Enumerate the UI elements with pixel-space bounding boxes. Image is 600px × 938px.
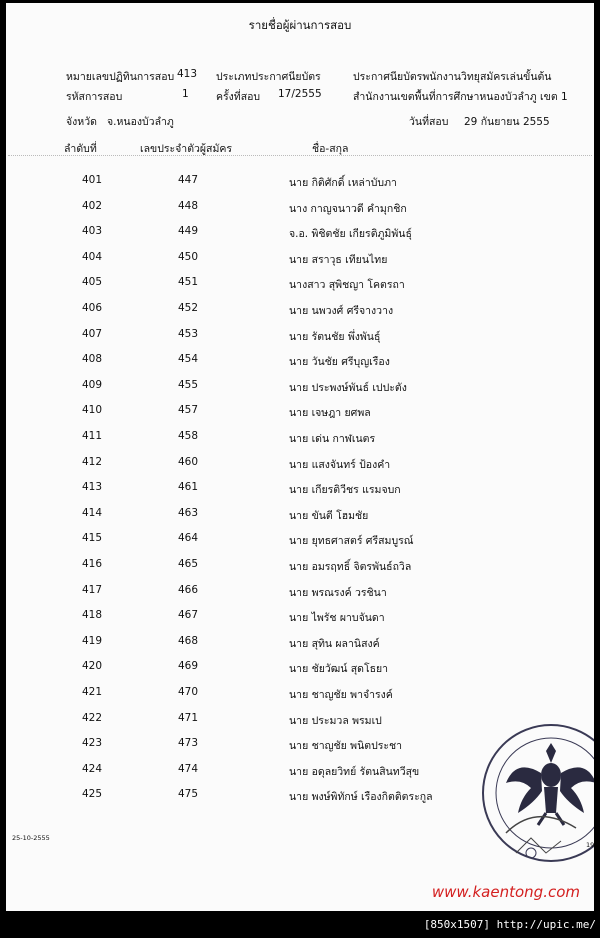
office-name: สำนักงานเขตพื้นที่การศึกษาหนองบัวลำภู เขต 1 bbox=[353, 91, 568, 103]
document-title: รายชื่อผู้ผ่านการสอบ bbox=[248, 18, 352, 32]
applicant-id: 465 bbox=[178, 558, 199, 570]
applicant-id: 451 bbox=[178, 276, 199, 289]
document-page bbox=[6, 3, 594, 911]
row-number: 418 bbox=[81, 609, 102, 622]
permit-value: 413 bbox=[177, 68, 198, 80]
applicant-id: 468 bbox=[178, 634, 199, 647]
row-number: 410 bbox=[81, 404, 102, 417]
applicant-id: 452 bbox=[178, 302, 199, 314]
candidate-name: นาย สุทิน ผลานิสงค์ bbox=[289, 637, 380, 650]
row-number: 423 bbox=[81, 737, 102, 750]
row-number: 406 bbox=[81, 302, 102, 314]
table-row bbox=[6, 251, 594, 276]
row-number: 412 bbox=[81, 455, 102, 468]
row-number: 425 bbox=[81, 788, 102, 801]
candidate-name: นาย วันชัย ศรีบุญเรือง bbox=[289, 356, 390, 369]
table-row bbox=[6, 660, 594, 685]
applicant-id: 448 bbox=[178, 199, 199, 212]
cert-type-value: ประกาศนียบัตรพนักงานวิทยุสมัครเล่นขั้นต้น bbox=[353, 71, 552, 83]
candidate-name: นาย พรณรงค์ วรชินา bbox=[289, 586, 387, 599]
watermark-text: www.kaentong.com bbox=[431, 883, 580, 901]
table-row bbox=[6, 302, 594, 327]
candidate-name: นาย เด่น กาฬเนตร bbox=[289, 433, 376, 445]
cert-type-label: ประเภทประกาศนียบัตร bbox=[216, 71, 321, 83]
table-row bbox=[6, 532, 594, 557]
row-number: 408 bbox=[81, 353, 102, 366]
row-number: 417 bbox=[81, 583, 102, 596]
applicant-id: 453 bbox=[178, 327, 199, 340]
applicant-id: 475 bbox=[178, 788, 199, 801]
candidate-name: นาย กิติศักดิ์ เหล่าบับภา bbox=[289, 177, 397, 189]
row-number: 409 bbox=[81, 378, 102, 391]
candidate-name: นาง กาญจนาวดี คำมุกชิก bbox=[289, 202, 407, 215]
table-row bbox=[6, 481, 594, 506]
province-label: จังหวัด bbox=[66, 116, 97, 128]
applicant-id: 447 bbox=[178, 174, 199, 186]
applicant-id: 473 bbox=[178, 737, 199, 750]
round-label: ครั้งที่สอบ bbox=[216, 91, 261, 103]
candidate-name: นาย ประมวล พรมเป bbox=[289, 714, 382, 727]
row-number: 420 bbox=[81, 660, 102, 673]
applicant-id: 463 bbox=[178, 506, 199, 519]
candidate-name: นาย ชัยวัฒน์ สุดโธยา bbox=[289, 663, 389, 676]
table-row bbox=[6, 174, 594, 199]
exam-date-label: วันที่สอบ bbox=[409, 116, 449, 128]
candidate-name: นาย พงษ์พิทักษ์ เรืองกิตติตระกูล bbox=[289, 791, 433, 804]
table-row bbox=[6, 200, 594, 225]
table-row bbox=[6, 558, 594, 583]
column-header-name: ชื่อ-สกุล bbox=[312, 143, 349, 155]
garuda-seal-icon bbox=[476, 703, 594, 878]
applicant-id: 457 bbox=[178, 404, 199, 417]
applicant-id: 455 bbox=[178, 378, 199, 391]
applicant-id: 474 bbox=[178, 762, 199, 775]
header-divider bbox=[8, 155, 592, 156]
candidate-name: นาย ไพรัช ผาบจันดา bbox=[289, 612, 385, 625]
candidate-name: นาย ประพงษ์พันธ์ เปปะตัง bbox=[289, 381, 407, 394]
applicant-id: 458 bbox=[178, 430, 199, 442]
table-row bbox=[6, 430, 594, 455]
round-value: 17/2555 bbox=[278, 88, 322, 100]
candidate-name: นาย เจษฎา ยศพล bbox=[289, 407, 371, 420]
table-row bbox=[6, 276, 594, 301]
table-row bbox=[6, 635, 594, 660]
applicant-id: 467 bbox=[178, 609, 199, 622]
row-number: 414 bbox=[81, 506, 102, 519]
candidate-name: นาย อดุลยวิทย์ รัตนสินทวีสุข bbox=[289, 765, 420, 778]
row-number: 402 bbox=[81, 199, 102, 212]
column-header-no: ลำดับที่ bbox=[64, 143, 97, 155]
image-host-bar bbox=[0, 913, 600, 938]
candidate-name: นาย สราวุธ เทียนไทย bbox=[289, 253, 388, 266]
row-number: 407 bbox=[81, 327, 102, 340]
candidate-name: นาย อมรฤทธิ์ จิตรพันธ์ถวิล bbox=[289, 561, 412, 573]
applicant-id: 466 bbox=[178, 583, 199, 596]
row-number: 422 bbox=[81, 711, 102, 724]
exam-date-value: 29 กันยายน 2555 bbox=[464, 116, 550, 128]
province-value: จ.หนองบัวลำภู bbox=[107, 116, 174, 128]
applicant-id: 450 bbox=[178, 250, 199, 263]
row-number: 411 bbox=[81, 430, 102, 442]
table-row bbox=[6, 379, 594, 404]
table-row bbox=[6, 609, 594, 634]
row-number: 419 bbox=[81, 634, 102, 647]
applicant-id: 461 bbox=[178, 481, 199, 494]
row-number: 413 bbox=[81, 481, 102, 494]
candidate-name: นาย ยุทธศาสตร์ ศรีสมบูรณ์ bbox=[289, 535, 414, 548]
applicant-id: 464 bbox=[178, 532, 199, 545]
row-number: 403 bbox=[81, 225, 102, 238]
row-number: 404 bbox=[81, 250, 102, 263]
candidate-name: นาย รัตนชัย พึ่งพันธุ์ bbox=[289, 330, 381, 343]
candidate-name: นาย เกียรติวีชร แรมจบก bbox=[289, 484, 401, 497]
candidate-name: นาย ขันตี โฮมชัย bbox=[289, 509, 369, 522]
candidate-name: จ.อ. พิชิตชัย เกียรติภูมิพันธุ์ bbox=[289, 228, 412, 241]
table-row bbox=[6, 584, 594, 609]
candidate-name: นาย แสงจันทร์ ป้องคำ bbox=[289, 458, 391, 471]
page-number: 19 bbox=[586, 841, 594, 849]
candidate-name: นาย นพวงศ์ ศรีจางวาง bbox=[289, 305, 394, 317]
row-number: 415 bbox=[81, 532, 102, 545]
table-row bbox=[6, 507, 594, 532]
table-row bbox=[6, 404, 594, 429]
row-number: 416 bbox=[81, 558, 102, 570]
applicant-id: 460 bbox=[178, 455, 199, 468]
image-host-link[interactable]: [850x1507] http://upic.me/ bbox=[423, 918, 596, 931]
applicant-id: 449 bbox=[178, 225, 199, 238]
candidate-name: นาย ชาญชัย พาจำรงค์ bbox=[289, 689, 393, 701]
applicant-id: 469 bbox=[178, 660, 199, 673]
permit-label: หมายเลขปฏิทินการสอบ bbox=[66, 71, 175, 83]
row-number: 401 bbox=[81, 174, 102, 186]
footer-date: 25-10-2555 bbox=[12, 834, 50, 842]
table-row bbox=[6, 353, 594, 378]
table-row bbox=[6, 225, 594, 250]
table-row bbox=[6, 328, 594, 353]
table-row bbox=[6, 456, 594, 481]
exam-code-value: 1 bbox=[182, 88, 189, 100]
exam-code-label: รหัสการสอบ bbox=[66, 91, 123, 103]
row-number: 405 bbox=[81, 276, 102, 289]
column-header-id: เลขประจำตัวผู้สมัคร bbox=[140, 143, 233, 155]
applicant-id: 454 bbox=[178, 353, 199, 366]
row-number: 421 bbox=[81, 686, 102, 698]
applicant-id: 471 bbox=[178, 711, 199, 724]
applicant-id: 470 bbox=[178, 686, 199, 698]
candidate-name: นาย ชาญชัย พนิตประชา bbox=[289, 740, 403, 753]
row-number: 424 bbox=[81, 762, 102, 775]
candidate-name: นางสาว สุพิชญา โคตรถา bbox=[289, 279, 405, 292]
